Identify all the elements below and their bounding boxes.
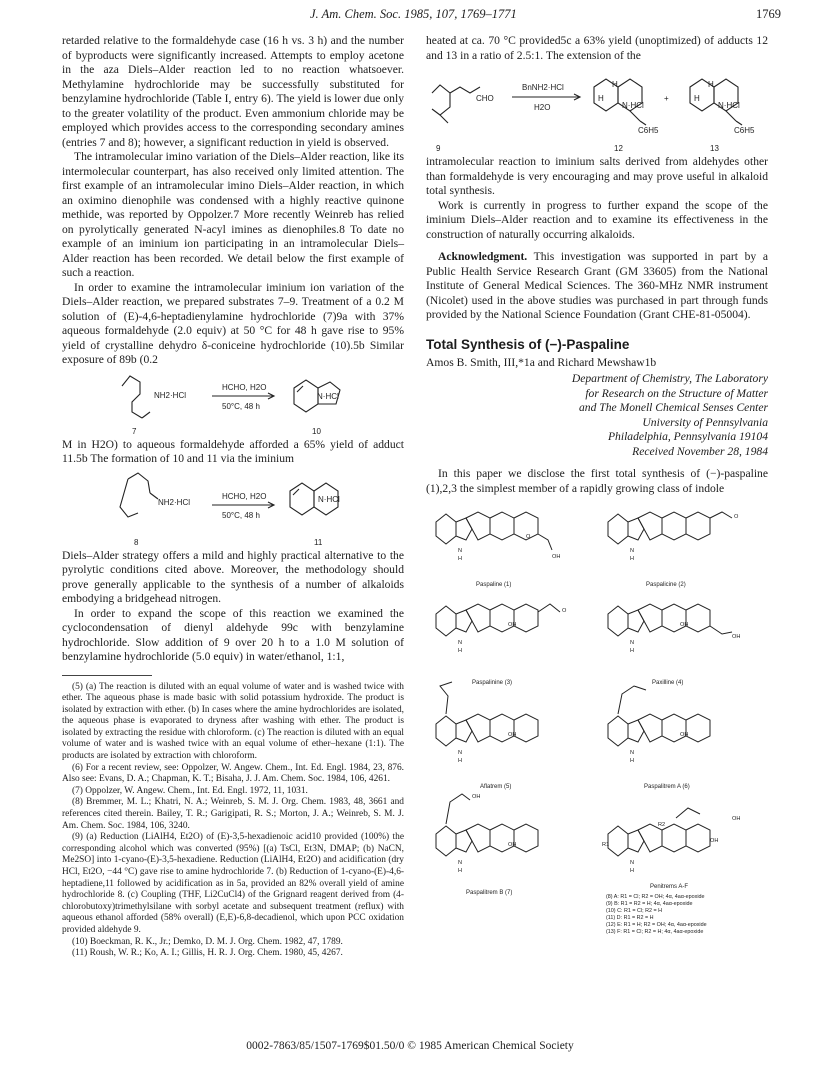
legend-entry: (9) B: R1 = R2 = H; 4α, 4aα-epoxide <box>606 901 693 907</box>
substituent-label: R2 <box>658 822 666 828</box>
footnote: (10) Boeckman, R. K., Jr.; Demko, D. M. J. Org. Chem. 1982, 47, 1789. <box>72 936 343 947</box>
atom-label: OH <box>508 842 517 848</box>
acknowledgment-label: Acknowledgment. <box>438 250 528 263</box>
figure-caption: Paspaline (1) <box>476 582 512 588</box>
atom-label: N <box>458 750 463 756</box>
substrate-label: NH2·HCl <box>158 497 190 507</box>
affiliation-line: Philadelphia, Pennsylvania 19104 <box>607 430 768 443</box>
aldehyde-label: CHO <box>476 94 494 103</box>
indole-figure <box>426 496 768 936</box>
atom-label: H <box>630 758 635 764</box>
figure-caption: Penitrems A-F <box>650 884 689 890</box>
paragraph: retarded relative to the formaldehyde case (16 h vs. 3 h) and the number of byproducts were significantly increased. Attempts to employ acetone in the aza Diels–Alder reaction led to no reaction whatsoever. Methylamine hydrochloride may be successfully substituted for benzylamine hydrochloride (Table I, entry 6). The yield is lower due only to the greater volatility of the product. Even ammonium chloride may be employed which provides access to the corresponding secondary amines (entries 7 and 8); however, a significant reduction in yield is observed. <box>62 34 404 149</box>
figure-caption: Paspalitrem B (7) <box>466 890 513 896</box>
atom-label: OH <box>732 634 741 640</box>
atom-label: N <box>630 640 635 646</box>
compound-number: 8 <box>134 537 139 547</box>
atom-label: OH <box>508 622 517 628</box>
compound-number: 12 <box>614 144 623 153</box>
footnote: (11) Roush, W. R.; Ko, A. I.; Gillis, H. R. J. Org. Chem. 1980, 45, 4267. <box>72 948 343 959</box>
atom-label: N <box>458 640 463 646</box>
article-title: Total Synthesis of (−)-Paspaline <box>426 336 630 352</box>
atom-label: OH <box>680 732 689 738</box>
compound-number: 7 <box>132 426 137 436</box>
product-label: N·HCl <box>317 391 339 401</box>
atom-label: H <box>458 648 463 654</box>
condition-label: 50°C, 48 h <box>222 401 260 411</box>
atom-label: O <box>562 608 567 614</box>
atom-label: H <box>458 556 463 562</box>
paragraph: In this paper we disclose the first total synthesis of (−)-paspaline (1),2,3 the simplest member of a rapidly growing class of indole <box>426 467 768 495</box>
figure-caption: Paxilline (4) <box>652 680 684 686</box>
iminium-label: N·HCl <box>622 101 644 110</box>
atom-label: OH <box>508 732 517 738</box>
paragraph: M in H2O) to aqueous formaldehyde afforded a 65% yield of adduct 11.5b The formation of 10 and 11 via the iminium <box>62 437 404 465</box>
paragraph: intramolecular reaction to iminium salts derived from aldehydes other than formaldehyde is very encouraging and may prove useful in alkaloid total synthesis. <box>426 155 768 197</box>
atom-label: OH <box>680 622 689 628</box>
authors: Amos B. Smith, III,*1a and Richard Mewshaw1b <box>426 355 657 369</box>
atom-label: N <box>630 860 635 866</box>
legend-entry: (8) A: R1 = Cl; R2 = OH; 4α, 4aα-epoxide <box>606 894 705 900</box>
legend-entry: (11) D: R1 = R2 = H <box>606 915 654 921</box>
scheme-3-drawing <box>426 63 768 155</box>
plus-sign: + <box>664 94 669 103</box>
acknowledgment <box>426 250 768 323</box>
product-label: N·HCl <box>318 494 340 504</box>
hydrogen-label: H <box>694 94 700 103</box>
affiliation-line: Department of Chemistry, The Laboratory <box>571 372 768 385</box>
hydrogen-label: H <box>612 80 618 89</box>
paragraph: The intramolecular imino variation of the Diels–Alder reaction, like its intermolecular counterpart, has also received only limited attention. The first example of an intramolecular imino Diels–Alder reaction, in which an oximino dienophile was condensed with a highly reactive quinone methide, was reported by Oppolzer.7 More recently Weinreb has relied on pyrolytically generated N-acyl imines as dienophiles.8 To date no example of an iminium ion participating in an intramolecular Diels–Alder reaction has been recorded. We detail below the first example of such a reaction. <box>62 150 404 279</box>
paragraph: heated at ca. 70 °C provided5c a 63% yield (unoptimized) of adducts 12 and 13 in a ratio of 2.5:1. The extension of the <box>426 34 768 62</box>
phenyl-label: C6H5 <box>734 126 755 135</box>
acknowledgment-text: This investigation was supported in part by a Public Health Service Research Grant (GM 33605) from the National Institute of General Medical Sciences. The 360-MHz NMR instrument (Nicolet) used in the above studies was purchased in part through funds provided by the National Science Foundation (Grant CHE-81-05004). <box>426 250 768 321</box>
received-date: Received November 28, 1984 <box>632 444 768 458</box>
atom-label: OH <box>552 554 561 560</box>
atom-label: H <box>630 556 635 562</box>
legend-entry: (12) E: R1 = H; R2 = OH; 4α, 4aα-epoxide <box>606 922 707 928</box>
atom-label: H <box>458 868 463 874</box>
left-column <box>62 34 404 960</box>
atom-label: N <box>630 750 635 756</box>
compound-number: 9 <box>436 144 441 153</box>
substituent-label: R1 <box>602 842 610 848</box>
figure-caption: Paspalinine (3) <box>472 680 513 686</box>
page-number: 1769 <box>756 7 781 21</box>
compound-number: 13 <box>710 144 719 153</box>
footnote: (7) Oppolzer, W. Angew. Chem., Int. Ed. Engl. 1972, 11, 1031. <box>72 785 308 796</box>
hydrogen-label: H <box>598 94 604 103</box>
atom-label: OH <box>472 794 481 800</box>
footnote: (8) Bremmer, M. L.; Khatri, N. A.; Weinreb, S. M. J. Org. Chem. 1983, 48, 3661 and references cited therein. Bailey, T. R.; Garigipati, R. S.; Morton, J. A.; Weinreb, S. M. J. Am. Chem. Soc. 1984, 106, 3240. <box>62 797 404 831</box>
affiliation-line: University of Pennsylvania <box>642 415 768 429</box>
scheme-3 <box>426 63 768 155</box>
atom-label: OH <box>732 816 741 822</box>
footnote: (9) (a) Reduction (LiAlH4, Et2O) of (E)-3,5-hexadienoic acid10 provided (100%) the corresponding alcohol which was converted (95%) [(a) TsCl, Et3N, DMAP; (b) NaCN, Me2SO] into 1-cyano-(E)-3,5-hexadiene. Reduction (LiAlH4, Et2O) and acidification (dry HCl, Et2O, −44 °C) gave rise to amine hydrochloride 7. (b) Reduction of 1-cyano-(E)-4,6-heptadiene,11 followed by acidification as in 5a, provided an 82% overall yield of amine hydrochloride 8. (c) Coupling (THF, Li2CuCl4) of the Grignard reagent derived from (4-chlorobutoxy)trimethylsilane with sorbyl acetate and subsequent treatment (reflux) with aqueous ethanol afforded (58% overall) (E,E)-6,8-decadienol, which upon PCC oxidation provided aldehyde 9. <box>62 832 404 935</box>
atom-label: N <box>458 860 463 866</box>
right-column <box>426 34 768 936</box>
phenyl-label: C6H5 <box>638 126 659 135</box>
affiliation-line: for Research on the Structure of Matter <box>585 386 768 400</box>
footnote: (5) (a) The reaction is diluted with an equal volume of water and is washed twice with ether. The aqueous phase is made basic with solid potassium hydroxide. The product is isolated by extraction with ether. (b) In cases where the amine hydrochlorides are isolated, the aqueous phase is evaporated to dryness after washing with ether. The product is isolated by extracting the residue with chloroform. (c) The reaction is diluted with an equal volume of water and is washed twice with an equal volume of ether–hexane (1:1). The products are isolated by extraction with chloroform. <box>62 681 404 762</box>
scheme-1-drawing <box>62 368 404 438</box>
copyright-footer: 0002-7863/85/1507-1769$01.50/0 © 1985 American Chemical Society <box>246 1040 574 1052</box>
atom-label: N <box>630 548 635 554</box>
affiliation-line: and The Monell Chemical Senses Center <box>578 401 768 414</box>
paragraph: Diels–Alder strategy offers a mild and highly practical alternative to the pyrolytic conditions cited above. Moreover, the methodology should prove generally applicable to the synthesis of a number of alkaloids embodying a bridgehead nitrogen. <box>62 548 404 605</box>
footnote-rule <box>62 675 152 676</box>
atom-label: H <box>458 758 463 764</box>
legend-entry: (13) F: R1 = Cl; R2 = H; 4α, 4aα-epoxide <box>606 929 704 935</box>
running-head <box>0 4 820 26</box>
paragraph: Work is currently in progress to further expand the scope of the iminium Diels–Alder reaction and to examine its effectiveness in the construction of naturally occurring alkaloids. <box>426 198 768 241</box>
reagent-label: BnNH2·HCl <box>522 83 564 92</box>
substrate-label: NH2·HCl <box>154 390 186 400</box>
iminium-label: N·HCl <box>718 101 740 110</box>
legend-entry: (10) C: R1 = Cl; R2 = H <box>606 908 663 914</box>
reagent-label: HCHO, H2O <box>222 491 267 501</box>
figure-caption: Aflatrem (5) <box>480 784 512 790</box>
figure-caption: Paspalitrem A (6) <box>644 784 690 790</box>
scheme-2-drawing <box>62 467 404 549</box>
paragraph: In order to examine the intramolecular iminium ion variation of the Diels–Alder reaction, we prepared substrates 7–9. Treatment of a 0.2 M solution of (E)-4,6-heptadienylamine hydrochloride (7)9a with 37% aqueous formaldehyde (2.0 equiv) at 50 °C for 48 h gave rise to 95% yield of crystalline dehydro δ-coniceine hydrochloride (10).5b Similar exposure of 89b (0.2 <box>62 280 404 366</box>
paragraph: In order to expand the scope of this reaction we examined the cyclocondensation of dienyl aldehyde 99c with benzylamine hydrochloride. Slow addition of 9 over 20 h to a 1.0 M solution of benzylamine hydrochloride (5.0 equiv) in water/ethanol, 1:1, <box>62 606 404 663</box>
atom-label: N <box>458 548 463 554</box>
solvent-label: H2O <box>534 103 551 112</box>
indole-figure-drawing <box>426 496 768 936</box>
scheme-2 <box>62 467 404 549</box>
scheme-1 <box>62 368 404 438</box>
hydrogen-label: H <box>708 80 714 89</box>
atom-label: O <box>526 534 531 540</box>
atom-label: OH <box>710 838 719 844</box>
atom-label: O <box>734 514 739 520</box>
atom-label: H <box>630 648 635 654</box>
footnote: (6) For a recent review, see: Oppolzer, W. Angew. Chem., Int. Ed. Engl. 1984, 23, 876. Also see: Evans, D. A.; Chapman, K. T.; Bisaha, J. J. Am. Chem. Soc. 1984, 106, 4261. <box>62 762 404 785</box>
reagent-label: HCHO, H2O <box>222 382 267 392</box>
journal-citation: J. Am. Chem. Soc. 1985, 107, 1769–1771 <box>310 7 517 21</box>
compound-number: 11 <box>314 537 323 547</box>
atom-label: H <box>630 868 635 874</box>
compound-number: 10 <box>312 426 321 436</box>
figure-caption: Paspalicine (2) <box>646 582 686 588</box>
condition-label: 50°C, 48 h <box>222 510 260 520</box>
